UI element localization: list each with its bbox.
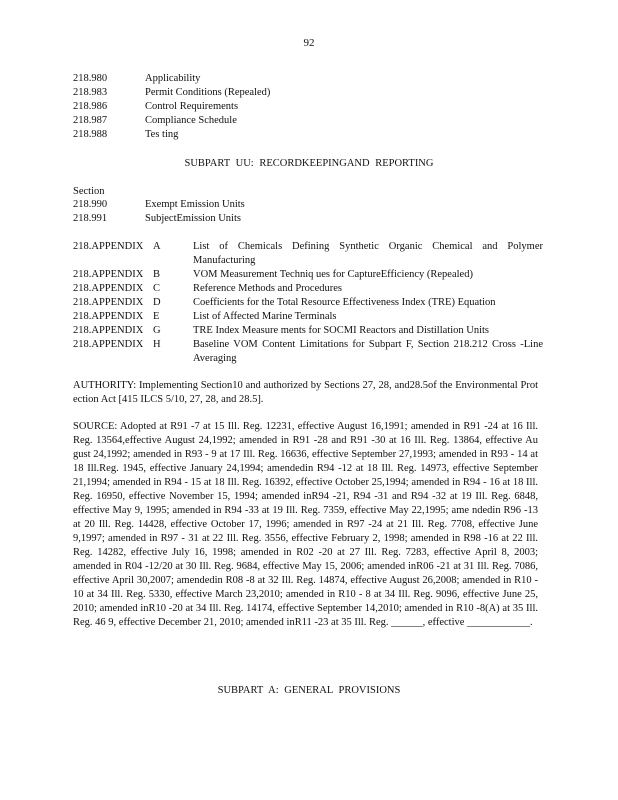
appendix-letter: D [153,297,161,308]
appendix-row [73,240,543,268]
appendix-letter: A [153,241,161,252]
appendix-letter: E [153,311,160,322]
toc-row [73,72,270,86]
appendix-row [73,296,543,310]
appendix-row [73,324,543,338]
section-title: Applicability [145,73,201,84]
section-number: 218.987 [73,115,108,126]
subpart-uu-heading: SUBPART UU: RECORDKEEPINGAND REPORTING [184,158,434,169]
section-number: 218.990 [73,199,108,210]
source-note: SOURCE: Adopted at R91 -7 at 15 Ill. Reg. 12231, effective August 16,1991; amended in R91 -24 at 16 Ill. Reg. 13564,effective August 24,1992; amended in R91 -28 and R91 -30 at 16 Ill. Reg. 13864, effective Au gust 24,1992; amended in R93 - 9 at 17 Ill. Reg. 16636, effective September 27,1993; amended in R93 - 14 at 18 Ill.Reg. 1945, effective January 24,1994; amendedin R94 -12 at 18 Ill. Reg. 14973, effective September 21,1994; amended in R94 - 15 at 18 Ill. Reg. 16392, effective October 25,1994; amended in R94 - 16 at 18 Ill. Reg. 16950, effective November 15, 1994; amended inR94 -21, R94 -31 and R94 -32 at 19 Ill. Reg. 6848, effective May 9, 1995; amended in R94 -33 at 19 Ill. Reg. 7359, effective May 22,1995; ame ndedin R96 -13 at 20 Ill. Reg. 14428, effective October 17, 1996; amended in R97 -24 at 21 Ill. Reg. 7708, effective June 9,1997; amended in R97 - 31 at 22 Ill. Reg. 3556, effective February 2, 1998; amended in R98 -16 at 22 Ill. Reg. 14282, effective July 16, 1998; amended in R02 -20 at 27 Ill. Reg. 7283, effective April 8, 2003; amended in R04 -12/20 at 30 Ill. Reg. 9684, effective May 15, 2006; amended inR06 -21 at 31 Ill. Reg. 7086, effective April 30,2007; amendedin R08 -8 at 32 Ill. Reg. 14874, effective August 26,2008; amended in R10 - 10 at 34 Ill. Reg. 5330, effective March 23,2010; amended in R10 - 8 at 34 Ill. Reg. 9096, effective June 25, 2010; amended inR10 -20 at 34 Ill. Reg. 14174, effective September 14,2010; amended in R10 -8(A) at 35 Ill. Reg. 46 9, effective December 21, 2010; amended inR11 -23 at 35 Ill. Reg. ______, effective ____________. [73,421,538,628]
appendix-letter: B [153,269,161,280]
appendix-row [73,310,543,324]
appendix-row [73,338,543,366]
section-number: 218.980 [73,73,108,84]
toc-row [73,128,270,142]
authority-note: AUTHORITY: Implementing Section10 and authorized by Sections 27, 28, and28.5of the Environmental Prot ection Act [415 ILCS 5/10, 27, 28, and 28.5]. [73,380,538,405]
appendix-number: 218.APPENDIX [73,339,144,350]
section-title: Compliance Schedule [145,115,237,126]
appendix-number: 218.APPENDIX [73,297,144,308]
appendix-number: 218.APPENDIX [73,269,144,280]
appendix-letter: H [153,339,161,350]
section-number: 218.983 [73,87,108,98]
appendix-row [73,268,543,282]
section-title: Exempt Emission Units [145,199,245,210]
section-number: 218.986 [73,101,108,112]
appendix-title: List of Affected Marine Terminals [193,311,337,322]
appendix-title: VOM Measurement Techniq ues for CaptureEfficiency (Repealed) [193,269,473,280]
section-list-uu [73,198,245,226]
toc-row [73,212,245,226]
appendix-title: Baseline VOM Content Limitations for Subpart F, Section 218.212 Cross -Line Averaging [193,339,543,364]
appendix-letter: G [153,325,161,336]
toc-row [73,100,270,114]
appendix-number: 218.APPENDIX [73,283,144,294]
appendix-letter: C [153,283,161,294]
section-list-top [73,72,270,142]
section-label: Section [73,186,105,197]
appendix-row [73,282,543,296]
toc-row [73,86,270,100]
appendix-title: Reference Methods and Procedures [193,283,342,294]
section-title: Permit Conditions (Repealed) [145,87,271,98]
toc-row [73,114,270,128]
section-title: SubjectEmission Units [145,213,241,224]
appendix-number: 218.APPENDIX [73,311,144,322]
subpart-a-heading: SUBPART A: GENERAL PROVISIONS [217,685,401,696]
appendix-title: List of Chemicals Defining Synthetic Organic Chemical and Polymer Manufacturing [193,241,543,266]
section-title: Control Requirements [145,101,239,112]
section-title: Tes ting [145,129,179,140]
appendix-list [73,240,543,366]
page-number: 92 [303,37,315,49]
section-number: 218.988 [73,129,108,140]
appendix-number: 218.APPENDIX [73,325,144,336]
appendix-title: TRE Index Measure ments for SOCMI Reactors and Distillation Units [193,325,489,336]
appendix-number: 218.APPENDIX [73,241,144,252]
appendix-title: Coefficients for the Total Resource Effectiveness Index (TRE) Equation [193,297,496,308]
section-number: 218.991 [73,213,108,224]
toc-row [73,198,245,212]
